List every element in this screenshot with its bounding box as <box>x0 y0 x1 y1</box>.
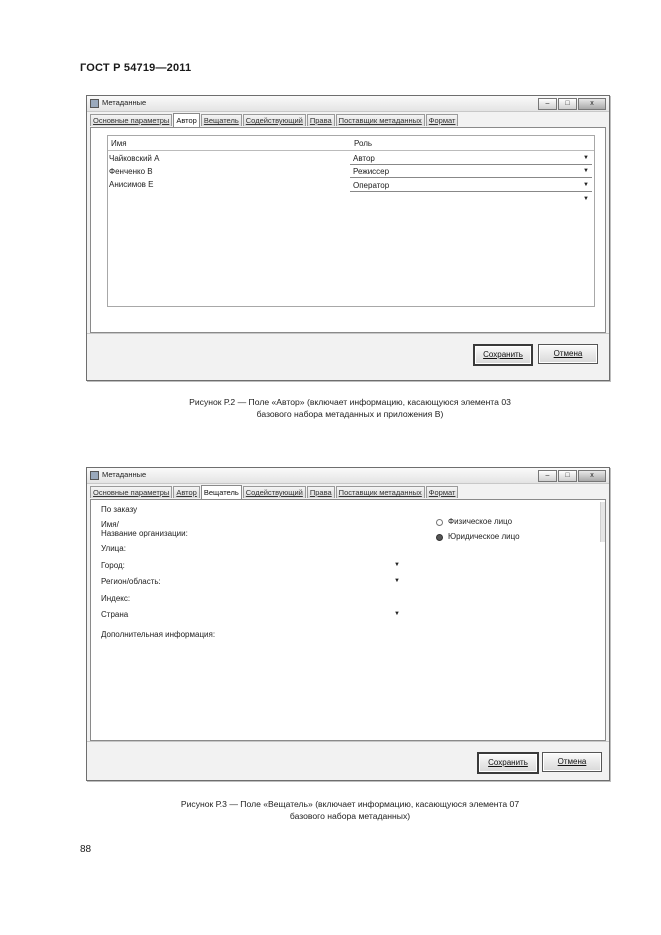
minimize-button[interactable]: – <box>538 470 557 482</box>
tab-broadcaster[interactable]: Вещатель <box>201 485 242 499</box>
dropdown-arrow-icon: ▼ <box>583 196 589 202</box>
column-header-name: Имя <box>111 139 127 148</box>
cancel-button[interactable]: Отмена <box>538 344 598 364</box>
window-icon <box>90 471 99 480</box>
by-order-label: По заказу <box>101 505 138 514</box>
tab-strip <box>90 114 459 126</box>
save-button[interactable]: Сохранить <box>477 752 539 774</box>
header-divider <box>108 150 594 151</box>
radio-individual-label: Физическое лицо <box>448 517 513 526</box>
role-value: Оператор <box>353 181 390 190</box>
tab-main-parameters[interactable]: Основные параметры <box>90 486 172 498</box>
author-panel <box>90 127 606 333</box>
close-button[interactable]: x <box>578 470 606 482</box>
window-title: Метаданные <box>102 470 147 479</box>
maximize-button[interactable]: □ <box>558 470 577 482</box>
role-value: Режиссер <box>353 167 390 176</box>
vertical-scrollbar[interactable] <box>600 502 605 542</box>
tab-author[interactable]: Автор <box>173 486 200 498</box>
street-label: Улица: <box>101 544 126 553</box>
title-bar <box>87 96 609 112</box>
region-dropdown-arrow-icon[interactable]: ▼ <box>394 578 400 584</box>
role-dropdown[interactable] <box>350 153 592 165</box>
window-icon <box>90 99 99 108</box>
caption-line: базового набора метаданных и приложения В) <box>256 409 444 419</box>
caption-line: Рисунок Р.2 — Поле «Автор» (включает информацию, касающуюся элемента 03 <box>189 397 511 407</box>
name-label: Имя/ <box>101 520 119 529</box>
window-title: Метаданные <box>102 98 147 107</box>
cancel-button[interactable]: Отмена <box>542 752 602 772</box>
dropdown-arrow-icon: ▼ <box>583 168 589 174</box>
figure-caption <box>80 798 620 822</box>
role-dropdown-empty[interactable] <box>350 194 592 205</box>
organization-name-label: Название организации: <box>101 529 188 538</box>
caption-line: базового набора метаданных) <box>289 811 411 821</box>
role-value: Автор <box>353 154 375 163</box>
window-controls <box>537 98 606 110</box>
additional-info-label: Дополнительная информация: <box>101 630 216 639</box>
tab-rights[interactable]: Права <box>307 486 335 498</box>
page-number: 88 <box>80 844 92 855</box>
tab-contributor[interactable]: Содействующий <box>243 114 306 126</box>
tab-contributor[interactable]: Содействующий <box>243 486 306 498</box>
button-separator <box>87 333 609 334</box>
broadcaster-panel <box>90 499 606 741</box>
button-separator <box>87 741 609 742</box>
tab-format[interactable]: Формат <box>426 114 459 126</box>
tab-strip <box>90 486 459 498</box>
radio-legal-entity-label: Юридическое лицо <box>448 532 520 541</box>
country-label: Страна <box>101 610 129 619</box>
city-label: Город: <box>101 561 125 570</box>
city-dropdown-arrow-icon[interactable]: ▼ <box>394 562 400 568</box>
country-dropdown-arrow-icon[interactable]: ▼ <box>394 611 400 617</box>
tab-rights[interactable]: Права <box>307 114 335 126</box>
table-row-name: Фенченко В <box>109 167 153 176</box>
tab-author[interactable]: Автор <box>173 113 200 127</box>
minimize-button[interactable]: – <box>538 98 557 110</box>
tab-main-parameters[interactable]: Основные параметры <box>90 114 172 126</box>
role-dropdown[interactable] <box>350 166 592 178</box>
index-label: Индекс: <box>101 594 131 603</box>
tab-broadcaster[interactable]: Вещатель <box>201 114 242 126</box>
author-table <box>107 135 595 307</box>
tab-metadata-provider[interactable]: Поставщик метаданных <box>336 114 425 126</box>
document-header: ГОСТ Р 54719—2011 <box>80 62 192 74</box>
close-button[interactable]: x <box>578 98 606 110</box>
dropdown-arrow-icon: ▼ <box>583 182 589 188</box>
figure-caption <box>80 396 620 420</box>
role-dropdown[interactable] <box>350 180 592 192</box>
tab-format[interactable]: Формат <box>426 486 459 498</box>
title-bar <box>87 468 609 484</box>
table-row-name: Анисимов Е <box>109 180 154 189</box>
caption-line: Рисунок Р.3 — Поле «Вещатель» (включает информацию, касающуюся элемента 07 <box>180 799 520 809</box>
radio-individual[interactable] <box>436 519 443 526</box>
metadata-window-broadcaster <box>86 467 610 781</box>
maximize-button[interactable]: □ <box>558 98 577 110</box>
table-row-name: Чайковский А <box>109 154 160 163</box>
region-label: Регион/область: <box>101 577 161 586</box>
save-button[interactable]: Сохранить <box>473 344 533 366</box>
metadata-window-author <box>86 95 610 381</box>
tab-metadata-provider[interactable]: Поставщик метаданных <box>336 486 425 498</box>
window-controls <box>537 470 606 482</box>
column-header-role: Роль <box>354 139 373 148</box>
radio-legal-entity[interactable] <box>436 534 443 541</box>
dropdown-arrow-icon: ▼ <box>583 155 589 161</box>
